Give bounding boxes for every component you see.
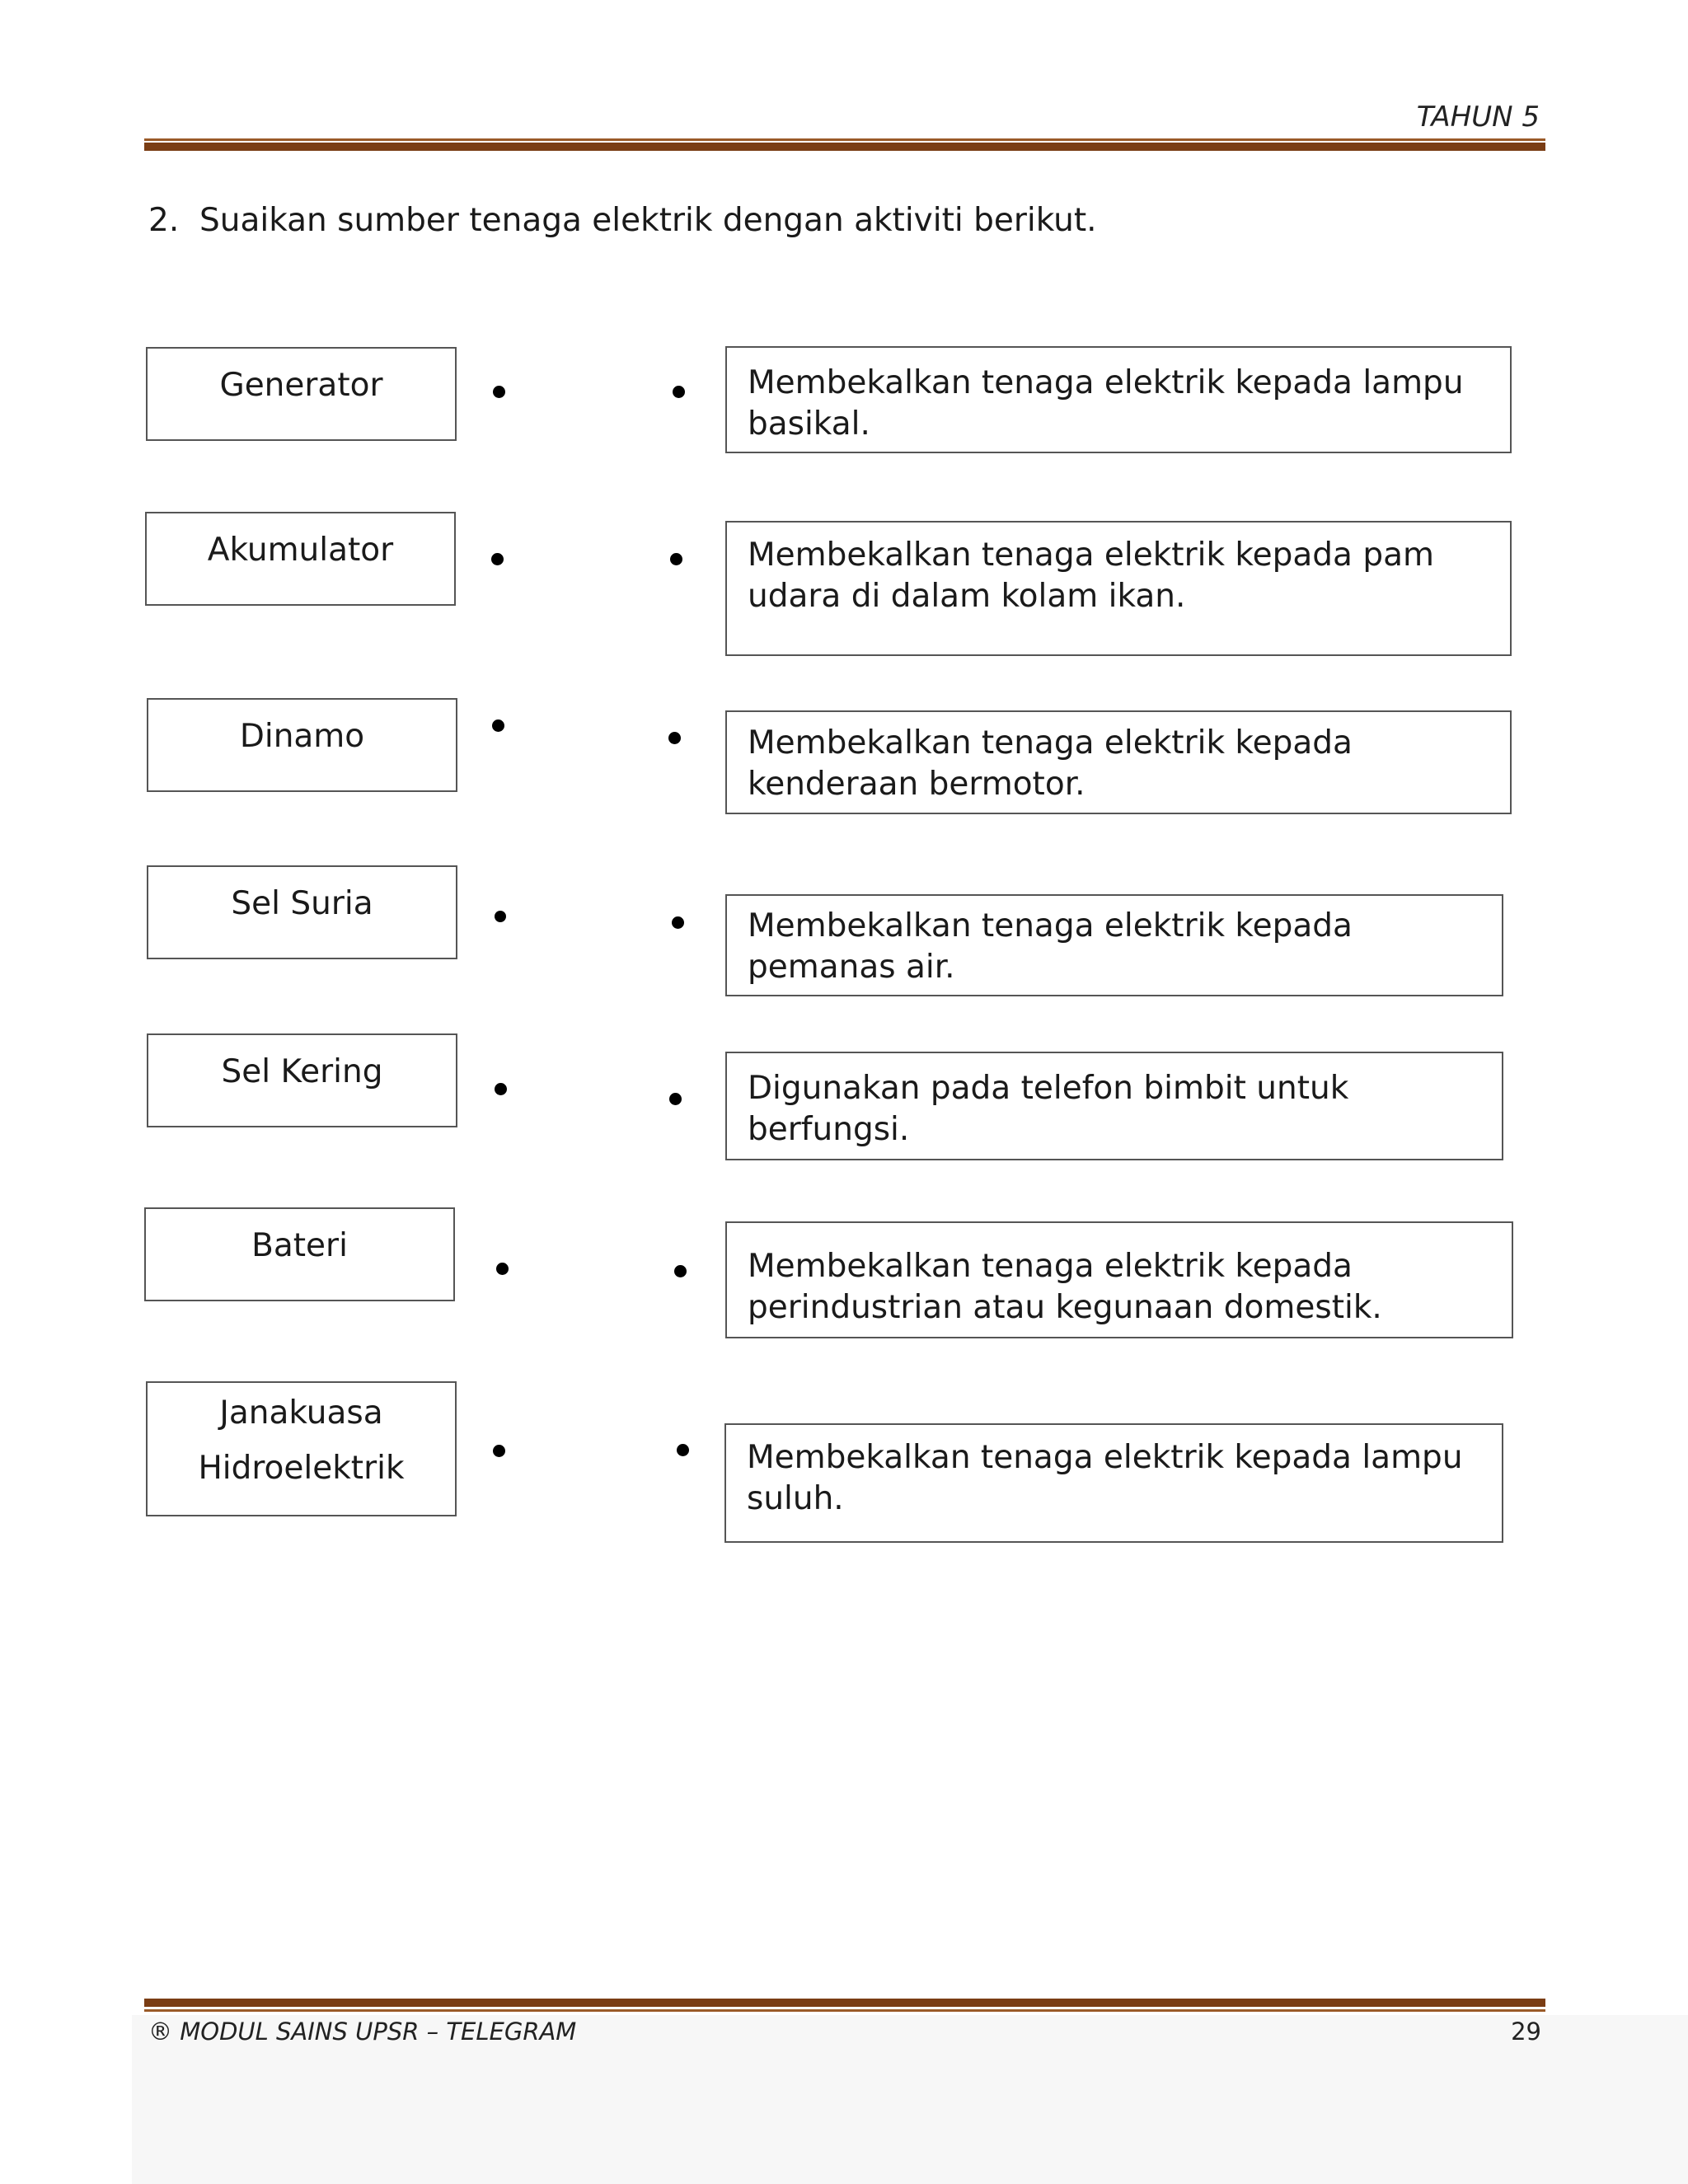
activity-text: Membekalkan tenaga elektrik kepada pam udara di dalam kolam ikan. (748, 537, 1434, 615)
right-match-dot[interactable] (668, 732, 681, 744)
activity-box-pemanas-air[interactable] (725, 894, 1503, 996)
source-label: Generator (219, 367, 383, 404)
activity-box-kenderaan-bermotor[interactable] (725, 710, 1512, 814)
activity-text: Membekalkan tenaga elektrik kepada pemanas air. (748, 907, 1353, 986)
activity-text: Membekalkan tenaga elektrik kepada perindustrian atau kegunaan domestik. (748, 1248, 1382, 1326)
activity-text: Membekalkan tenaga elektrik kepada lampu suluh. (747, 1439, 1463, 1517)
activity-box-lampu-basikal[interactable] (725, 346, 1512, 453)
left-match-dot[interactable] (493, 1445, 505, 1457)
source-box-bateri[interactable] (144, 1207, 455, 1301)
header-year-label: TAHUN 5 (1416, 101, 1540, 134)
source-box-dinamo[interactable] (147, 698, 457, 792)
left-match-dot[interactable] (495, 1083, 507, 1095)
source-label: Sel Kering (221, 1053, 383, 1090)
right-match-dot[interactable] (670, 553, 682, 565)
source-label: Bateri (251, 1227, 348, 1264)
header-rule-thick (144, 143, 1545, 151)
left-match-dot[interactable] (496, 1263, 509, 1275)
source-label: Sel Suria (231, 885, 373, 922)
footer-rule-thin (144, 2009, 1545, 2012)
activity-text: Digunakan pada telefon bimbit untuk berfungsi. (748, 1070, 1349, 1148)
source-label: Akumulator (207, 532, 394, 569)
left-match-dot[interactable] (495, 911, 506, 922)
right-match-dot[interactable] (672, 916, 684, 929)
source-box-janakuasa-hidroelektrik[interactable] (146, 1381, 457, 1516)
activity-text: Membekalkan tenaga elektrik kepada kenderaan bermotor. (748, 724, 1353, 803)
source-label-line2: Hidroelektrik (198, 1450, 405, 1487)
left-match-dot[interactable] (491, 553, 504, 565)
question-text: Suaikan sumber tenaga elektrik dengan aktiviti berikut. (199, 202, 1097, 239)
footer-rule-thick (144, 1999, 1545, 2007)
question-prompt (148, 202, 1097, 239)
activity-box-perindustrian[interactable] (725, 1221, 1513, 1338)
activity-box-lampu-suluh[interactable] (724, 1423, 1503, 1543)
source-box-generator[interactable] (146, 347, 457, 441)
footer-page-number: 29 (1511, 2018, 1541, 2046)
question-number: 2. (148, 202, 180, 239)
header-rule-thin (144, 138, 1545, 141)
right-match-dot[interactable] (677, 1444, 689, 1456)
left-match-dot[interactable] (492, 719, 504, 732)
source-label: Janakuasa (219, 1394, 383, 1432)
right-match-dot[interactable] (674, 1265, 687, 1277)
source-box-akumulator[interactable] (145, 512, 456, 606)
footer-module-title: ® MODUL SAINS UPSR – TELEGRAM (148, 2018, 577, 2046)
right-match-dot[interactable] (669, 1093, 682, 1105)
activity-text: Membekalkan tenaga elektrik kepada lampu basikal. (748, 364, 1464, 443)
left-match-dot[interactable] (493, 386, 505, 398)
right-match-dot[interactable] (673, 386, 685, 398)
activity-box-telefon-bimbit[interactable] (725, 1052, 1503, 1160)
source-label: Dinamo (239, 718, 365, 755)
source-box-sel-suria[interactable] (147, 865, 457, 959)
activity-box-pam-udara[interactable] (725, 521, 1512, 656)
source-box-sel-kering[interactable] (147, 1033, 457, 1127)
